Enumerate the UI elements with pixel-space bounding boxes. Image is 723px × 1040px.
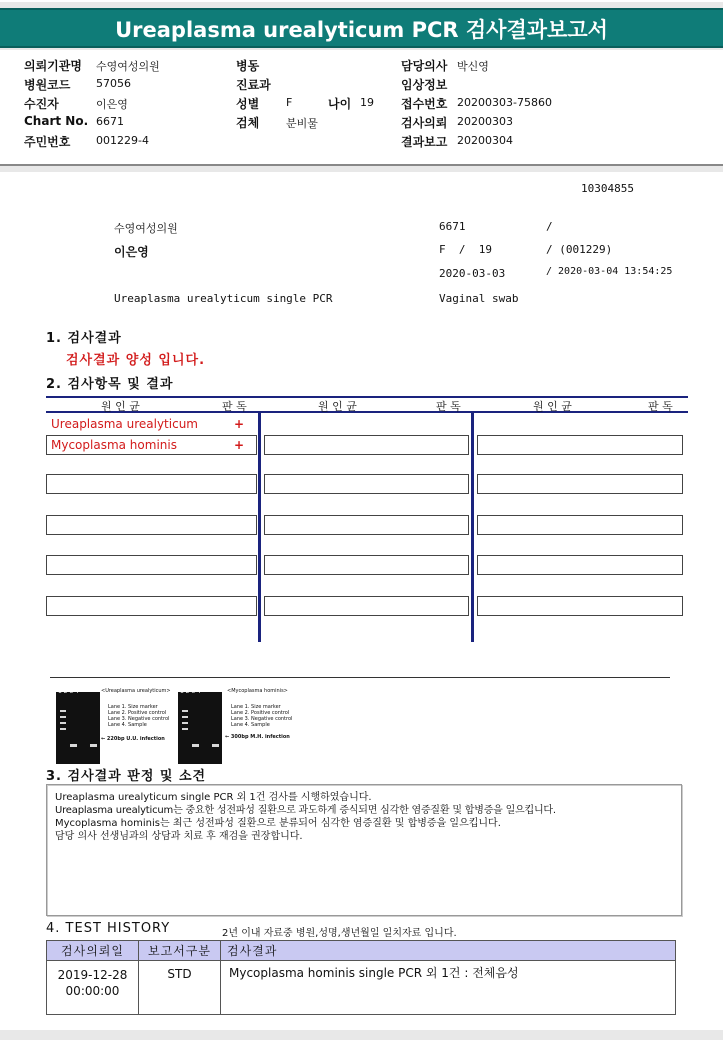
- col-judge: 판 독: [222, 400, 247, 413]
- col-judge: 판 독: [436, 400, 461, 413]
- opinion-box: [46, 784, 682, 916]
- header-value: 20200304: [457, 134, 513, 147]
- history-result: Mycoplasma hominis single PCR 외 1건 : 전체음성: [221, 961, 676, 1015]
- history-table: [46, 940, 676, 1015]
- summary-patient: 이은영: [114, 245, 149, 259]
- header-value: F: [286, 96, 293, 109]
- gel-band: [182, 728, 188, 730]
- opinion-line: Mycoplasma hominis는 최근 성전파성 질환으로 분류되어 심각한 염증질환 및 합병증을 일으킵니다.: [55, 818, 501, 829]
- opinion-line: Ureaplasma urealyticum는 중요한 성전파성 질환으로 과도하게 증식되면 심각한 염증질환 및 합병증을 일으킵니다.: [55, 805, 556, 816]
- header-label: 접수번호: [401, 97, 448, 111]
- history-date: 2019-12-28: [57, 968, 128, 982]
- gel-band: [60, 722, 66, 724]
- header-label: 담당의사: [401, 59, 448, 73]
- gel-legend: Lane 2. Positive control: [108, 710, 167, 716]
- gel-legend: Lane 1. Size marker: [108, 704, 158, 710]
- summary-specimen: Vaginal swab: [439, 292, 519, 305]
- header-value: 20200303-75860: [457, 96, 552, 109]
- header-label: 병원코드: [24, 78, 71, 92]
- pathogen-name: Ureaplasma urealyticum: [51, 417, 198, 431]
- summary-request-date: 2020-03-03: [439, 267, 506, 280]
- header-value: 6671: [96, 115, 124, 128]
- gel-lane-numbers: 1 2 3 4: [180, 688, 201, 695]
- results-table-header: [46, 396, 688, 413]
- report-title: Ureaplasma urealyticum PCR 검사결과보고서: [0, 8, 723, 48]
- section3-title: 3. 검사결과 판정 및 소견: [46, 769, 207, 784]
- summary-chart: 6671: [439, 220, 466, 233]
- opinion-line: 담당 의사 선생님과의 상담과 치료 후 재검을 권장합니다.: [55, 831, 303, 842]
- history-header-row: [47, 941, 676, 961]
- result-cell-empty: [477, 515, 683, 535]
- header-value: 001229-4: [96, 134, 149, 147]
- header-label: 의뢰기관명: [24, 59, 82, 73]
- history-date-cell: [47, 961, 139, 1015]
- history-type: STD: [139, 961, 221, 1015]
- summary-slash: /: [546, 220, 553, 233]
- opinion-line: Ureaplasma urealyticum single PCR 외 1건 검사를 시행하였습니다.: [55, 792, 372, 803]
- summary-sex-age: F / 19: [439, 243, 492, 256]
- history-note: 2년 이내 자료중 병원,성명,생년월일 일치자료 입니다.: [222, 928, 457, 939]
- result-cell-empty: [264, 474, 469, 494]
- gel-legend: Lane 4. Sample: [231, 722, 270, 728]
- gel-legend: Lane 1. Size marker: [231, 704, 281, 710]
- gel-image-ureaplasma: [56, 692, 100, 764]
- result-cell-mycoplasma: [46, 435, 257, 455]
- gel-band: [70, 744, 77, 747]
- gel-legend: Lane 3. Negative control: [231, 716, 293, 722]
- result-cell-empty: [264, 435, 469, 455]
- summary-report-datetime: / 2020-03-04 13:54:25: [546, 266, 673, 277]
- result-cell-ureaplasma: [46, 414, 257, 434]
- header-value: 수영여성의원: [96, 60, 160, 73]
- header-value: 57056: [96, 77, 131, 90]
- history-col-date: 검사의뢰일: [47, 941, 139, 961]
- history-col-type: 보고서구분: [139, 941, 221, 961]
- result-cell-empty: [477, 555, 683, 575]
- header-label: 진료과: [236, 78, 271, 92]
- gel-band: [60, 728, 66, 730]
- summary-test-name: Ureaplasma urealyticum single PCR: [114, 292, 333, 305]
- summary-clinic: 수영여성의원: [114, 222, 178, 235]
- gel-lane-numbers: 1 2 3 4: [58, 688, 79, 695]
- column-divider: [471, 413, 474, 642]
- gel-band: [182, 722, 188, 724]
- header-label: 성별: [236, 97, 260, 111]
- history-row: [47, 961, 676, 1015]
- report-header: [0, 50, 723, 166]
- header-label: 결과보고: [401, 135, 448, 149]
- header-label: 병동: [236, 59, 260, 73]
- col-pathogen: 원 인 균: [533, 400, 572, 413]
- result-cell-empty: [46, 474, 257, 494]
- result-cell-empty: [46, 596, 257, 616]
- gel-band: [192, 744, 199, 747]
- top-strip: [0, 0, 723, 2]
- header-value: 박신영: [457, 60, 489, 73]
- gel-band: [60, 716, 66, 718]
- header-value: 20200303: [457, 115, 513, 128]
- gel-band: [212, 744, 219, 747]
- gel-band: [60, 710, 66, 712]
- result-cell-empty: [264, 596, 469, 616]
- col-pathogen: 원 인 균: [318, 400, 357, 413]
- gel-left-arrow: ← 220bp U.U. infection: [101, 736, 165, 742]
- header-label: 검체: [236, 116, 260, 130]
- summary-birth: / (001229): [546, 243, 613, 256]
- header-label: 검사의뢰: [401, 116, 448, 130]
- gel-band: [182, 716, 188, 718]
- result-positive-text: 검사결과 양성 입니다.: [66, 353, 206, 368]
- pathogen-name: Mycoplasma hominis: [51, 438, 177, 452]
- col-pathogen: 원 인 균: [101, 400, 140, 413]
- section1-title: 1. 검사결과: [46, 331, 122, 346]
- gel-band: [182, 710, 188, 712]
- gel-band: [90, 744, 97, 747]
- gel-right-arrow: ← 300bp M.H. infection: [225, 734, 290, 740]
- doc-number: 10304855: [581, 182, 634, 195]
- gel-image-mycoplasma: [178, 692, 222, 764]
- result-cell-empty: [477, 435, 683, 455]
- result-cell-empty: [477, 474, 683, 494]
- header-label: 수진자: [24, 97, 59, 111]
- gel-legend: Lane 4. Sample: [108, 722, 147, 728]
- gel-left-title: <Ureaplasma urealyticum>: [101, 688, 171, 694]
- col-judge: 판 독: [648, 400, 673, 413]
- report-page: [0, 172, 723, 1030]
- header-label: 임상정보: [401, 78, 448, 92]
- header-label: 주민번호: [24, 135, 71, 149]
- history-time: 00:00:00: [65, 984, 120, 998]
- result-cell-empty: [46, 515, 257, 535]
- section2-title: 2. 검사항목 및 결과: [46, 377, 174, 392]
- header-label: 나이: [328, 97, 352, 111]
- column-divider: [258, 413, 261, 642]
- gel-legend: Lane 2. Positive control: [231, 710, 290, 716]
- header-value: 이은영: [96, 98, 128, 111]
- result-cell-empty: [477, 596, 683, 616]
- gel-right-title: <Mycoplasma hominis>: [227, 688, 288, 694]
- header-label: Chart No.: [24, 114, 89, 128]
- gel-legend: Lane 3. Negative control: [108, 716, 170, 722]
- header-value: 분비물: [286, 117, 318, 130]
- header-value: 19: [360, 96, 374, 109]
- judge-mark: +: [233, 438, 244, 452]
- judge-mark: +: [233, 417, 244, 431]
- result-cell-empty: [264, 555, 469, 575]
- result-cell-empty: [46, 555, 257, 575]
- result-cell-empty: [264, 515, 469, 535]
- history-col-result: 검사결과: [221, 941, 676, 961]
- section4-title: 4. TEST HISTORY: [46, 921, 171, 936]
